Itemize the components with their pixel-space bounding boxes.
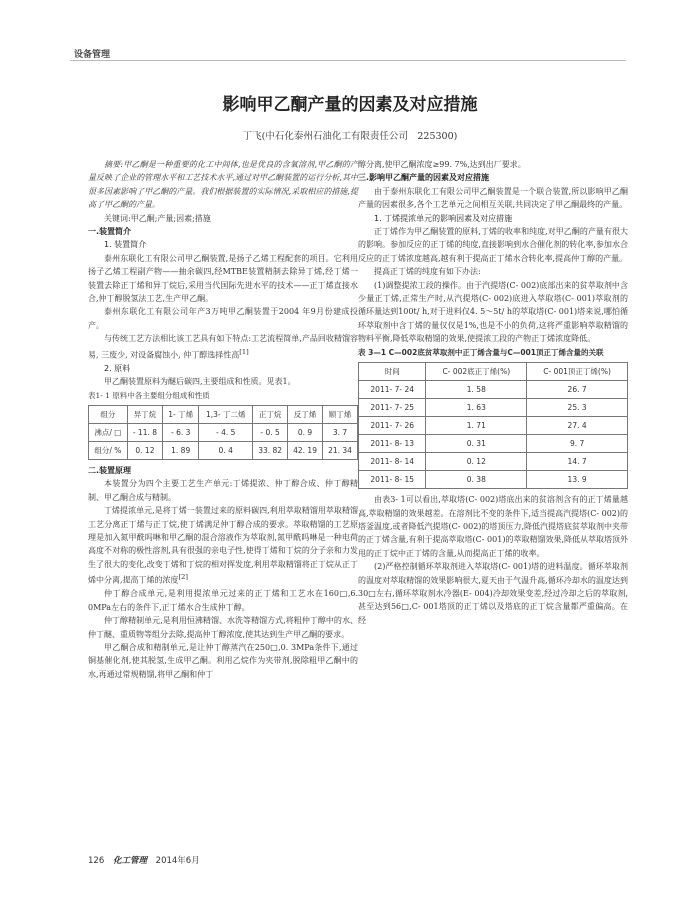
paragraph: 仲丁醇精制单元,是利用恒沸精馏、水洗等精馏方式,将粗仲丁醇中的水、仲丁醚、重质物等组分去除,提高仲丁醇浓度,使其达到生产甲乙酮的要求。 bbox=[88, 616, 358, 639]
paragraph: (2)严格控制循环萃取剂进入萃取塔(C- 001)塔的进料温度。循环萃取剂的温度对萃取精馏的效果影响很大,夏天由于气温升高,循环冷却水的温度达到30□左右,循环萃取剂水冷器(E- 004)冷却效果变差,经过冷却之后的萃取剂,甚至达到56□,C- 001塔顶的正丁烯以及塔底的正丁烷含量都严重偏高。在经 bbox=[358, 562, 628, 625]
paragraph: 醇分离,使甲乙酮浓度≥99. 7%,达到出厂要求。 bbox=[358, 160, 526, 169]
table-row bbox=[359, 453, 628, 471]
table-header-row bbox=[359, 363, 628, 381]
table-header-cell: 异丁烷 bbox=[127, 405, 162, 423]
table-cell: 0. 9 bbox=[288, 423, 323, 441]
section-heading-1: 一.装置简介 bbox=[88, 227, 132, 237]
table-header-row bbox=[89, 405, 358, 423]
paragraph-text: 与传统工艺方法相比该工艺具有如下特点:工艺流程简单,产品回收精馏容易, 三废少, 对设备腐蚀小, 仲丁醇选择性高 bbox=[88, 334, 358, 360]
paragraph: (1)调整提浓工段的操作。由于汽提塔(C- 002)底部出来的贫萃取剂中含少量正丁烯,正常生产时,从汽提塔(C- 002)底进入萃取塔(C- 001)萃取剂的循环量达到100t/ h,对于进料仅4. 5～5t/ h的萃取塔(C- 001)塔来说,哪怕循环萃取剂中含丁烯的量仅仅是1%,也是不小的负荷,这将严重影响萃取精馏的物料平衡,降低萃取精馏的效果,使提浓工段的产物正丁烯浓度降低。 bbox=[358, 280, 628, 344]
table-header-cell: C- 002底正丁烯(%) bbox=[426, 363, 527, 381]
paragraph: 正丁烯作为甲乙酮装置的原料,丁烯的收率和纯度,对甲乙酮的产量有很大的影响。参加反应的正丁烯的纯度,直接影响到水合催化剂的转化率,参加水合反应的正丁烯浓度越高,越有利于提高正丁烯水合转化率,提高仲丁醇的产量。 bbox=[358, 227, 628, 263]
table-cell: 1. 63 bbox=[426, 399, 527, 417]
table-cell: - 0. 5 bbox=[253, 423, 288, 441]
reference-mark: [2] bbox=[178, 573, 188, 582]
table-cell: - 11. 8 bbox=[127, 423, 162, 441]
table-cell: 2011- 7- 25 bbox=[359, 399, 426, 417]
table-cell: 13. 9 bbox=[527, 471, 628, 489]
table-header-cell: 1,3- 丁二烯 bbox=[199, 405, 253, 423]
table-cell: 2011- 8- 14 bbox=[359, 453, 426, 471]
keywords: 关键词:甲乙酮;产量;因素;措施 bbox=[104, 213, 211, 223]
journal-name: 化工管理 bbox=[112, 856, 147, 866]
table-cell: 0. 12 bbox=[426, 453, 527, 471]
section-header: 设备管理 bbox=[74, 50, 111, 60]
table-cell: 2011- 7- 26 bbox=[359, 417, 426, 435]
paragraph: 泰州东联化工有限公司甲乙酮装置,是扬子乙烯工程配套的项目。它利用扬子乙烯工程副产物——抽余碳四,经MTBE装置精制去除异丁烯,经丁烯一装置去除正丁烯和异丁烷后,采用当代国际先进水平的技术——正丁烯直接水合,仲丁醇脱氢法工艺,生产甲乙酮。 bbox=[88, 253, 358, 304]
table-header-cell: C- 001顶正丁烯(%) bbox=[527, 363, 628, 381]
subsection-heading: 2. 原料 bbox=[104, 363, 131, 373]
left-column bbox=[88, 158, 358, 681]
table-cell: 2011- 8- 13 bbox=[359, 435, 426, 453]
section-heading-2: 二.装置原理 bbox=[88, 465, 132, 475]
table-header-cell: 时间 bbox=[359, 363, 426, 381]
page-number: 126 bbox=[88, 856, 105, 866]
reference-mark: [1] bbox=[239, 347, 249, 356]
table-cell: 组分/ % bbox=[89, 441, 128, 459]
table-cell: 26. 7 bbox=[527, 381, 628, 399]
table-cell: 33. 82 bbox=[253, 441, 288, 459]
table-cell: 0. 31 bbox=[426, 435, 527, 453]
table-row bbox=[359, 381, 628, 399]
issue-date: 2014年6月 bbox=[155, 856, 200, 866]
table-cell: 21. 34 bbox=[323, 441, 358, 459]
subsection-heading: 1. 丁烯提浓单元的影响因素及对应措施 bbox=[374, 213, 513, 223]
table-row bbox=[359, 399, 628, 417]
table-row bbox=[89, 423, 358, 441]
table-cell: 27. 4 bbox=[527, 417, 628, 435]
table-cell: - 6. 3 bbox=[163, 423, 199, 441]
paragraph bbox=[88, 332, 358, 361]
table-cell: 1. 58 bbox=[426, 381, 527, 399]
paragraph-text: 丁烯提浓单元,是将丁烯一装置过来的原料碳四,利用萃取精馏用萃取精馏工艺分离正丁烯与正丁烷,使丁烯满足仲丁醇合成的要求。萃取精馏的工艺原理是加入氮甲酰吗啉和甲乙酮的混合溶液作为萃取剂,氮甲酰吗啉是一种电荷高度不对称的极性溶剂,具有很强的亲电子性,使得丁烯和丁烷的分子亲和力发生了很大的变化,改变丁烯和丁烷的相对挥发度,利用萃取精馏将正丁烷从正丁烯中分离,提高丁烯的浓度 bbox=[88, 506, 358, 585]
table-cell: 9. 7 bbox=[527, 435, 628, 453]
table-cell: 3. 7 bbox=[323, 423, 358, 441]
header-rule bbox=[70, 46, 626, 61]
table-cell: 0. 12 bbox=[127, 441, 162, 459]
table-row bbox=[359, 435, 628, 453]
butene-content-table bbox=[358, 362, 628, 489]
paragraph: 由于泰州东联化工有限公司甲乙酮装置是一个联合装置,所以影响甲乙酮产量的因素很多,各个工艺单元之间相互关联,共同决定了甲乙酮最终的产量。 bbox=[358, 186, 628, 210]
table-cell: 0. 38 bbox=[426, 471, 527, 489]
table-header-cell: 正丁烷 bbox=[253, 405, 288, 423]
section-heading-3: 三.影响甲乙酮产量的因素及对应措施 bbox=[358, 173, 490, 183]
author-line: 丁飞(中石化泰州石油化工有限责任公司 225300) bbox=[242, 131, 458, 142]
table-caption: 表 3—1 C—002底贫萃取剂中正丁烯含量与C—001顶正丁烯含量的关联 bbox=[358, 347, 604, 357]
raw-material-table bbox=[88, 405, 358, 460]
table-header-cell: 1- 丁烯 bbox=[163, 405, 199, 423]
right-column bbox=[358, 158, 628, 627]
paragraph: 本装置分为四个主要工艺生产单元:丁烯提浓、仲丁醇合成、仲丁醇精制、甲乙酮合成与精制。 bbox=[88, 479, 358, 502]
paragraph: 甲乙酮装置原料为醚后碳四,主要组成和性质。见表1。 bbox=[104, 377, 296, 387]
paragraph: 仲丁醇合成单元,是利用提浓单元过来的正丁烯和工艺水在160□,6. 0MPa左右的条件下,正丁烯水合生成仲丁醇。 bbox=[88, 589, 358, 612]
table-cell: 沸点/ □ bbox=[89, 423, 128, 441]
table-cell: 2011- 8- 15 bbox=[359, 471, 426, 489]
table-row bbox=[89, 441, 358, 459]
table-row bbox=[359, 471, 628, 489]
table-header-cell: 顺丁烯 bbox=[323, 405, 358, 423]
paragraph: 泰州东联化工有限公司年产3万吨甲乙酮装置于2004 年9月份建成投产。 bbox=[88, 307, 358, 330]
article-title: 影响甲乙酮产量的因素及对应措施 bbox=[222, 95, 478, 115]
page-footer bbox=[88, 854, 200, 866]
table-row bbox=[359, 417, 628, 435]
table-cell: 14. 7 bbox=[527, 453, 628, 471]
table-cell: 2011- 7- 24 bbox=[359, 381, 426, 399]
subsection-heading: 1. 装置简介 bbox=[104, 240, 147, 250]
paragraph: 由表3- 1可以看出,萃取塔(C- 002)塔底出来的贫溶剂含有的正丁烯量越高,萃取精馏的效果越差。在溶剂比不变的条件下,适当提高汽提塔(C- 002)的塔釜温度,或者降低汽提塔(C- 002)的塔顶压力,降低汽提塔底贫萃取剂中夹带的正丁烯含量,有利于提高萃取塔(C- 001)的萃取精馏效果,降低从萃取塔顶外甩的正丁烷中正丁烯的含量,从而提高正丁烯的收率。 bbox=[358, 495, 628, 558]
table-cell: 1. 71 bbox=[426, 417, 527, 435]
table-cell: 25. 3 bbox=[527, 399, 628, 417]
table-header-cell: 组分 bbox=[89, 405, 128, 423]
table-cell: 0. 4 bbox=[199, 441, 253, 459]
table-cell: - 4. 5 bbox=[199, 423, 253, 441]
table-caption: 表1- 1 原料中各主要组分组成和性质 bbox=[88, 390, 210, 400]
paragraph: 提高正丁烯的纯度有如下办法: bbox=[374, 267, 481, 277]
abstract: 摘要:甲乙酮是一种重要的化工中间体,也是优良的含氧溶剂,甲乙酮的产量反映了企业的管理水平和工艺技术水平,通过对甲乙酮装置的运行分析,其中很多因素影响了甲乙酮的产量。我们根据装置的实际情况,采取相应的措施,提高了甲乙酮的产量。 bbox=[88, 160, 358, 210]
table-cell: 42. 19 bbox=[288, 441, 323, 459]
paragraph: 甲乙酮合成和精制单元,是让仲丁醇蒸汽在250□,0. 3MPa条件下,通过铜基催化剂,使其脱氢,生成甲乙酮。利用乙烷作为夹带剂,脱除粗甲乙酮中的水,再通过常规精馏,将甲乙酮和仲丁 bbox=[88, 642, 358, 679]
table-header-cell: 反丁烯 bbox=[288, 405, 323, 423]
paragraph bbox=[88, 504, 358, 587]
table-cell: 1. 89 bbox=[163, 441, 199, 459]
